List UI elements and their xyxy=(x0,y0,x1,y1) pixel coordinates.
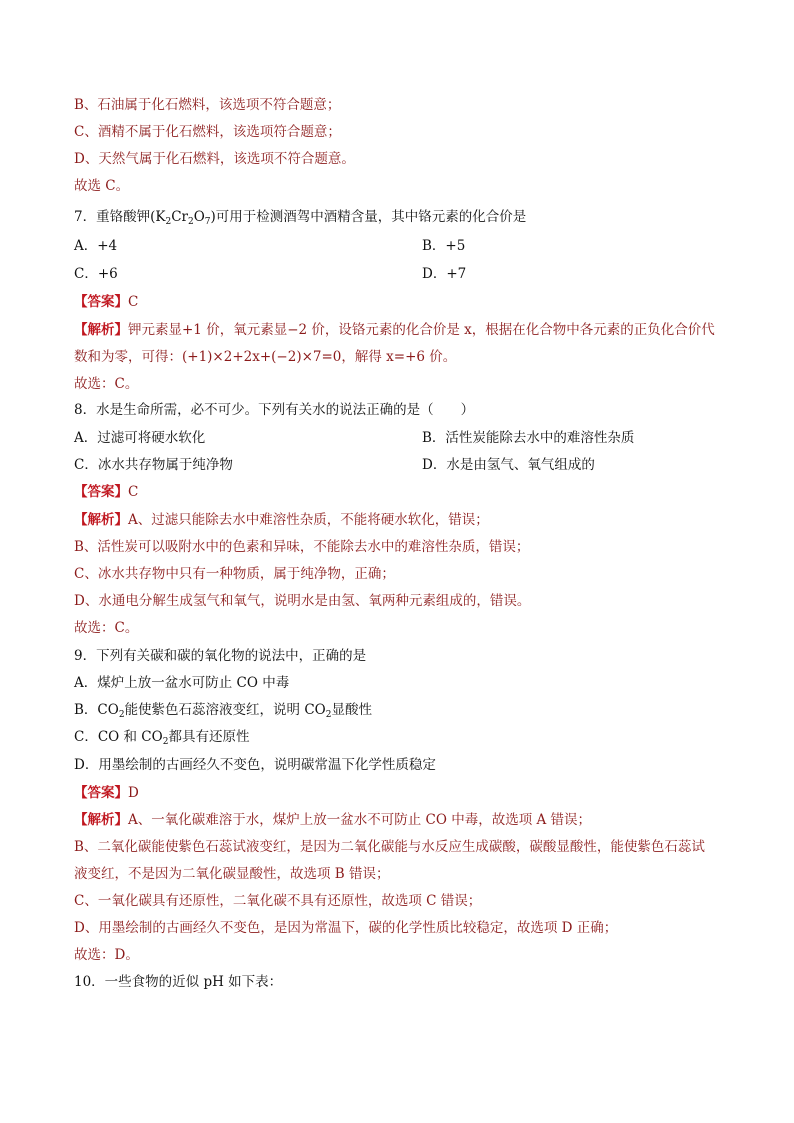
q7-stem: 7．重铬酸钾$(K_2Cr_2O_7)$可用于检测酒驾中酒精含量，其中铬元素的化合价是 xyxy=(74,209,527,227)
q7-options-row-1 xyxy=(74,236,466,256)
q9-answer: 【答案】D xyxy=(74,785,139,801)
q7-option-a: A．+4 xyxy=(74,238,118,254)
answer-tag: 【答案】 xyxy=(74,484,128,500)
q6-option-c-analysis: C、酒精不属于化石燃料，该选项符合题意； xyxy=(74,124,341,140)
q9-analysis-a: 【解析】A、一氧化碳难溶于水，煤炉上放一盆水不可防止 CO 中毒，故选项 A 错误； xyxy=(74,812,592,828)
q9-option-d: D．用墨绘制的古画经久不变色，说明碳常温下化学性质稳定 xyxy=(74,757,436,773)
q8-option-d: D．水是由氢气、氧气组成的 xyxy=(422,457,595,473)
q10-stem: 10．一些食物的近似 pH 如下表： xyxy=(74,974,283,990)
q7-analysis-line-2: 数和为零，可得：(+1)×2+2x+(−2)×7=0，解得 x=+6 价。 xyxy=(74,349,457,365)
analysis-tag: 【解析】 xyxy=(74,512,128,528)
q7-option-c: C．+6 xyxy=(74,266,118,282)
q6-option-d-analysis: D、天然气属于化石燃料，该选项不符合题意。 xyxy=(74,151,355,167)
q9-analysis-b-line-1: B、二氧化碳能使紫色石蕊试液变红，是因为二氧化碳能与水反应生成碳酸，碳酸显酸性，能使紫色石蕊试 xyxy=(74,839,705,855)
analysis-tag: 【解析】 xyxy=(74,812,128,828)
q6-option-b-analysis: B、石油属于化石燃料，该选项不符合题意； xyxy=(74,97,341,113)
q8-option-b: B．活性炭能除去水中的难溶性杂质 xyxy=(422,430,635,446)
q8-answer: 【答案】C xyxy=(74,484,139,500)
q7-option-d: D．+7 xyxy=(422,266,467,282)
q9-analysis-c: C、一氧化碳具有还原性，二氧化碳不具有还原性，故选项 C 错误； xyxy=(74,893,482,909)
q9-option-a: A．煤炉上放一盆水可防止 CO 中毒 xyxy=(74,675,290,691)
q8-analysis-d: D、水通电分解生成氢气和氧气，说明水是由氢、氧两种元素组成的，错误。 xyxy=(74,593,531,609)
q9-analysis-b-line-2: 液变红，不是因为二氧化碳显酸性，故选项 B 错误； xyxy=(74,866,390,882)
q6-conclusion: 故选 C。 xyxy=(74,178,130,194)
q9-conclusion: 故选：D。 xyxy=(74,947,139,963)
q8-option-a: A．过滤可将硬水软化 xyxy=(74,430,206,446)
q8-options-row-2 xyxy=(74,455,595,475)
q9-stem: 9．下列有关碳和碳的氧化物的说法中，正确的是 xyxy=(74,648,367,664)
q8-analysis-c: C、冰水共存物中只有一种物质，属于纯净物，正确； xyxy=(74,566,395,582)
q9-analysis-d: D、用墨绘制的古画经久不变色，是因为常温下，碳的化学性质比较稳定，故选项 D 正确； xyxy=(74,920,618,936)
q8-analysis-b: B、活性炭可以吸附水中的色素和异味，不能除去水中的难溶性杂质，错误； xyxy=(74,539,530,555)
answer-tag: 【答案】 xyxy=(74,294,128,310)
q8-analysis-a: 【解析】A、过滤只能除去水中难溶性杂质，不能将硬水软化，错误； xyxy=(74,512,489,528)
q7-options-row-2 xyxy=(74,264,467,284)
q8-stem: 8．水是生命所需，必不可少。下列有关水的说法正确的是（ ） xyxy=(74,402,475,418)
q8-option-c: C．冰水共存物属于纯净物 xyxy=(74,457,233,473)
q7-option-b: B．+5 xyxy=(422,238,466,254)
q7-conclusion: 故选：C。 xyxy=(74,376,139,392)
q9-option-b: B．$CO_2$能使紫色石蕊溶液变红，说明 $CO_2$显酸性 xyxy=(74,702,372,720)
answer-tag: 【答案】 xyxy=(74,785,128,801)
q7-analysis-line-1: 【解析】钾元素显+1 价，氧元素显−2 价，设铬元素的化合价是 x，根据在化合物中各元素的正负化合价代 xyxy=(74,322,715,338)
q7-answer: 【答案】C xyxy=(74,294,139,310)
q8-conclusion: 故选：C。 xyxy=(74,620,139,636)
q9-option-c: C．CO 和 $CO_2$都具有还原性 xyxy=(74,729,250,747)
q8-options-row-1 xyxy=(74,428,635,448)
analysis-tag: 【解析】 xyxy=(74,322,128,338)
